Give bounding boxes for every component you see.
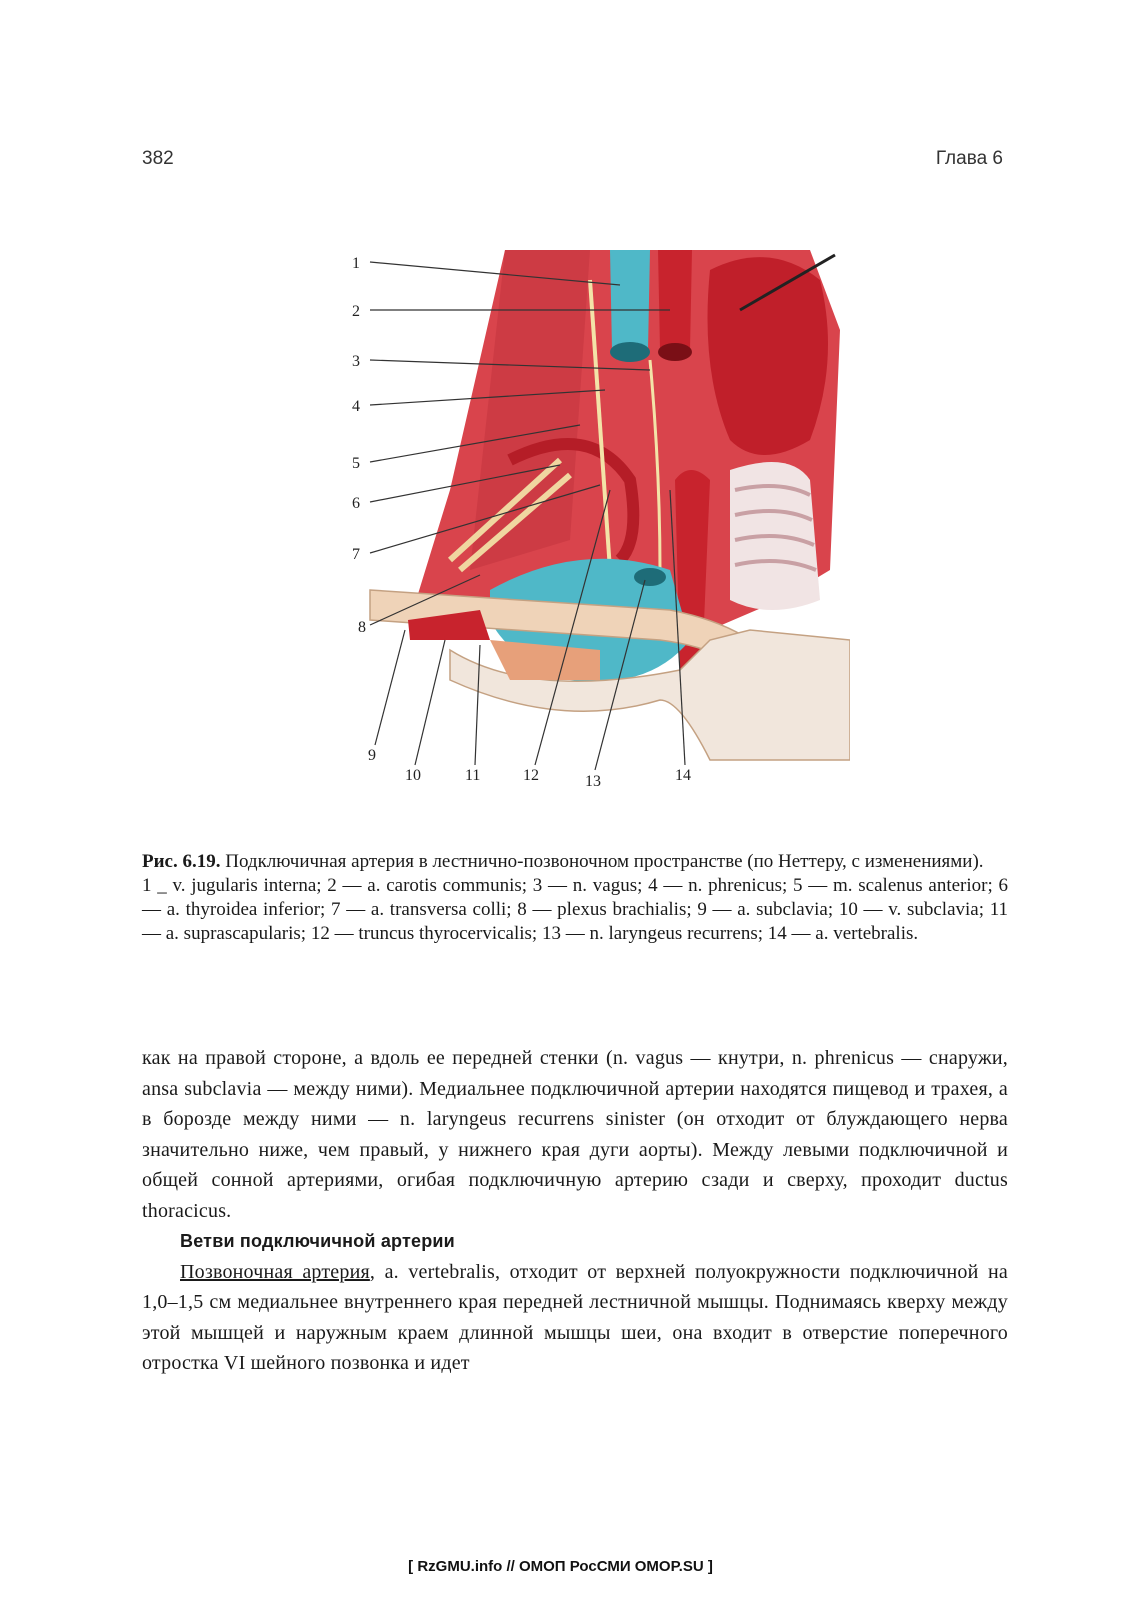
paragraph [142,1257,1008,1379]
figure-label: 7 [352,546,360,563]
page-number: 382 [142,148,174,169]
figure-label: 5 [352,455,360,472]
jugular-vein [610,250,650,350]
figure-label: 1 [352,255,360,272]
section-subheading: Ветви подключичной артерии [180,1231,455,1251]
figure-caption [142,850,1008,946]
chapter-header: Глава 6 [935,148,1003,169]
body-text [142,1043,1008,1379]
figure-label: 13 [585,773,601,790]
caption-title: Подключичная артерия в лестнично-позвоночном пространстве (по Неттеру, с изменениями). [220,851,984,872]
figure-label: 12 [523,767,539,784]
caption-legend: 1 _ v. jugularis interna; 2 — a. carotis communis; 3 — n. vagus; 4 — n. phrenicus; 5 — m. scalenus anterior; 6 — a. thyroidea inferior; 7 — a. transversa colli; 8 — plexus brachialis; 9 — a. subclavia; 10 — v. subclavia; 11 — a. suprascapularis; 12 — truncus thyrocervicalis; 13 — n. laryngeus recurrens; 14 — a. vertebralis. [142,875,1008,944]
paragraph: как на правой стороне, а вдоль ее передней стенки (n. vagus — кнутри, n. phrenicus — снаружи, ansa subclavia — между ними). Медиальнее подключичной артерии находятся пищевод и трахея, а в борозде между ними — n. laryngeus recurrens sinister (он отходит от блуждающего нерва значительно ниже, чем правый, у нижнего края дуги аорты). Между левыми подключичной и общей сонной артериями, огибая подключичную артерию сзади и сверху, проходит ductus thoracicus. [142,1047,1008,1222]
anatomical-figure [330,240,850,800]
thyroid-gland [708,257,829,455]
figure-number: Рис. 6.19. [142,851,221,872]
figure-label: 11 [465,767,481,784]
figure-label: 8 [358,619,366,636]
figure-label: 2 [352,303,360,320]
figure-label: 3 [352,353,360,370]
figure-label: 10 [405,767,421,784]
carotid-artery [658,250,692,350]
figure-label: 9 [368,747,376,764]
footer-watermark: [ RzGMU.info // ОМОП РосСМИ OMOP.SU ] [408,1558,713,1575]
figure-label: 4 [352,398,360,415]
figure-illustration [330,240,850,800]
figure-label: 6 [352,495,360,512]
trachea [730,462,820,610]
paragraph-text: , a. vertebralis, отходит от верхней полуокружности подключичной на 1,0–1,5 см медиальнее внутреннего края передней лестничной мышцы. Поднимаясь кверху между этой мышцей и наружным краем длинной мышцы шеи, она входит в отверстие поперечного отростка VI шейного позвонка и идет [142,1260,1008,1374]
figure-label: 14 [675,767,691,784]
term-underlined: Позвоночная артерия [180,1260,370,1283]
